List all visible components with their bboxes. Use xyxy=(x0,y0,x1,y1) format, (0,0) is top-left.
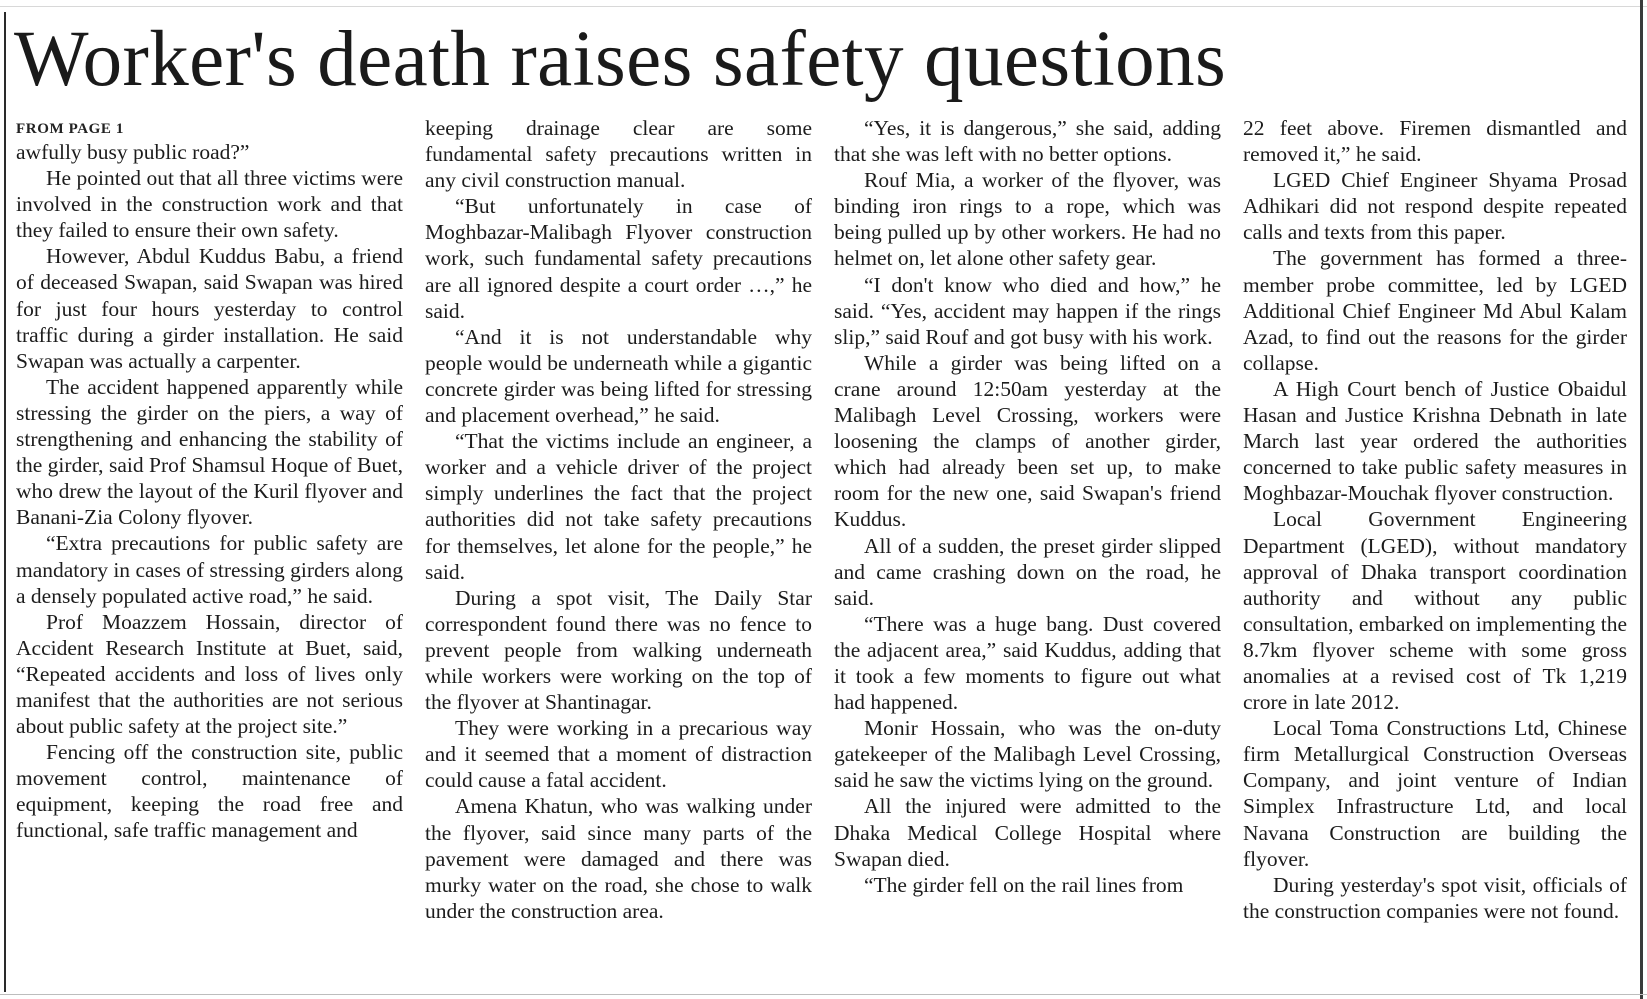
paragraph: During yesterday's spot visit, officials of the construction companies were not found. xyxy=(1243,872,1627,923)
paragraph: LGED Chief Engineer Shyama Prosad Adhikari did not respond despite repeated calls and texts from this paper. xyxy=(1243,168,1627,245)
paragraph: “There was a huge bang. Dust covered the adjacent area,” said Kuddus, adding that it took a few moments to figure out what had happened. xyxy=(834,611,1221,715)
paragraph: Local Government Engineering Department (LGED), without mandatory approval of Dhaka transport coordination authority and without any public consultation, embarked on implementing the 8.7km flyover scheme with some gross anomalies at a revised cost of Tk 1,219 crore in late 2012. xyxy=(1243,507,1627,715)
column-2 xyxy=(425,115,812,987)
right-border xyxy=(1640,0,1643,999)
jump-label: FROM PAGE 1 xyxy=(16,121,124,137)
paragraph: The accident happened apparently while stressing the girder on the piers, a way of strengthening and enhancing the stability of the girder, said Prof Shamsul Hoque of Buet, who drew the layout of the Kuril flyover and Banani-Zia Colony flyover. xyxy=(16,374,403,530)
paragraph: Local Toma Constructions Ltd, Chinese firm Metallurgical Construction Overseas Company, and joint venture of Indian Simplex Infrastructure Ltd, and local Navana Construction are building the flyover. xyxy=(1243,716,1627,871)
column-3 xyxy=(834,115,1221,987)
paragraph: “I don't know who died and how,” he said. “Yes, accident may happen if the rings slip,” said Rouf and got busy with his work. xyxy=(834,272,1221,349)
paragraph: All the injured were admitted to the Dhaka Medical College Hospital where Swapan died. xyxy=(834,794,1221,871)
paragraph: “But unfortunately in case of Moghbazar-Malibagh Flyover construction work, such fundamental safety precautions are all ignored despite a court order …,” he said. xyxy=(425,194,812,323)
paragraph: “Extra precautions for public safety are mandatory in cases of stressing girders along a densely populated active road,” he said. xyxy=(16,531,403,608)
paragraph: Prof Moazzem Hossain, director of Accident Research Institute at Buet, said, “Repeated accidents and loss of lives only manifest that the authorities are not serious about public safety at the project site.” xyxy=(16,609,403,739)
bottom-border xyxy=(0,994,1647,995)
paragraph: Monir Hossain, who was the on-duty gatekeeper of the Malibagh Level Crossing, said he saw the victims lying on the ground. xyxy=(834,716,1221,793)
paragraph: During a spot visit, The Daily Star correspondent found there was no fence to prevent people from walking underneath while workers were working on the top of the flyover at Shantinagar. xyxy=(425,585,812,715)
article-body xyxy=(16,115,1628,987)
paragraph: Amena Khatun, who was walking under the flyover, said since many parts of the pavement were damaged and there was murky water on the road, she chose to walk under the construction area. xyxy=(425,794,812,923)
paragraph: Fencing off the construction site, public movement control, maintenance of equipment, keeping the road free and functional, safe traffic management and xyxy=(16,740,403,843)
paragraph: keeping drainage clear are some fundamental safety precautions written in any civil construction manual. xyxy=(425,116,812,193)
paragraph: While a girder was being lifted on a crane around 12:50am yesterday at the Malibagh Level Crossing, workers were loosening the clamps of another girder, which had already been set up, to make room for the new one, said Swapan's friend Kuddus. xyxy=(834,350,1221,532)
paragraph: They were working in a precarious way and it seemed that a moment of distraction could cause a fatal accident. xyxy=(425,716,812,793)
paragraph: “And it is not understandable why people would be underneath while a gigantic concrete girder was being lifted for stressing and placement overhead,” he said. xyxy=(425,324,812,428)
paragraph: However, Abdul Kuddus Babu, a friend of deceased Swapan, said Swapan was hired for just four hours yesterday to control traffic during a girder installation. He said Swapan was actually a carpenter. xyxy=(16,244,403,373)
column-1 xyxy=(16,115,403,987)
left-border xyxy=(4,12,6,992)
headline: Worker's death raises safety questions xyxy=(14,16,1227,103)
paragraph: The government has formed a three-member probe committee, led by LGED Additional Chief Engineer Md Abul Kalam Azad, to find out the reasons for the girder collapse. xyxy=(1243,246,1627,375)
paragraph: 22 feet above. Firemen dismantled and removed it,” he said. xyxy=(1243,116,1627,167)
paragraph: A High Court bench of Justice Obaidul Hasan and Justice Krishna Debnath in late March last year ordered the authorities concerned to take public safety measures in Moghbazar-Mouchak flyover construction. xyxy=(1243,376,1627,506)
paragraph: “Yes, it is dangerous,” she said, adding that she was left with no better options. xyxy=(834,116,1221,167)
paragraph: “The girder fell on the rail lines from xyxy=(864,872,1184,897)
paragraph: Rouf Mia, a worker of the flyover, was binding iron rings to a rope, which was being pulled up by other workers. He had no helmet on, let alone other safety gear. xyxy=(834,168,1221,271)
paragraph: awfully busy public road?” xyxy=(16,140,250,164)
paragraph: “That the victims include an engineer, a worker and a vehicle driver of the project simply underlines the fact that the project authorities did not take safety precautions for themselves, let alone for the people,” he said. xyxy=(425,429,812,584)
column-4 xyxy=(1243,115,1627,987)
paragraph: All of a sudden, the preset girder slipped and came crashing down on the road, he said. xyxy=(834,533,1221,610)
paragraph: He pointed out that all three victims were involved in the construction work and that they failed to ensure their own safety. xyxy=(16,166,403,243)
top-border xyxy=(0,0,1647,7)
